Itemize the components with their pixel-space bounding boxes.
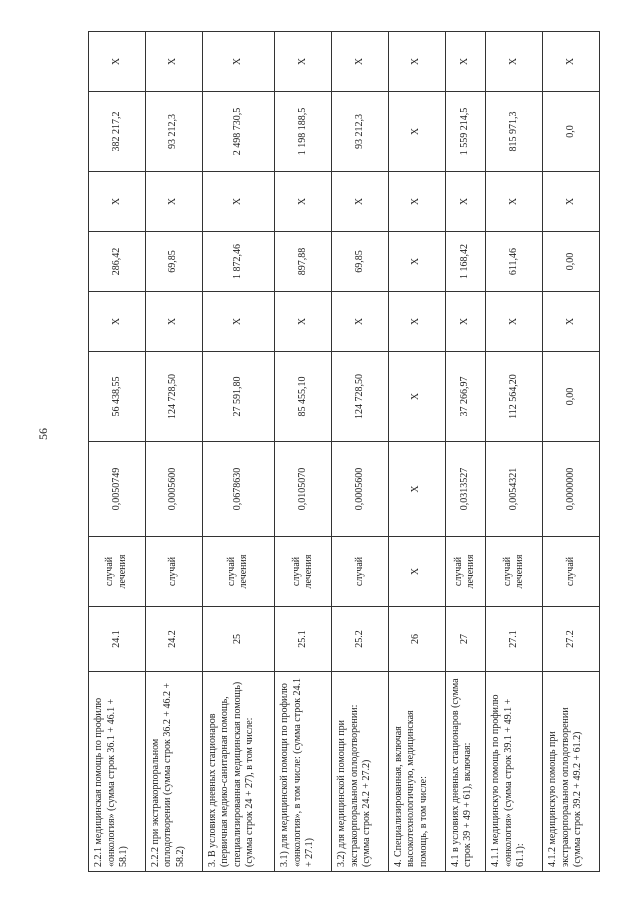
cell-c9: 815 971,3 xyxy=(486,92,543,172)
cell-c6: X xyxy=(543,292,600,352)
cell-code: 26 xyxy=(388,607,445,672)
cell-c9: 93 212,3 xyxy=(332,92,389,172)
cell-c4: X xyxy=(388,442,445,537)
cell-unit: случай xyxy=(145,537,202,607)
cell-c9: 2 498 730,5 xyxy=(202,92,275,172)
cell-label: 4.1 в условиях дневных стационаров (сумма строк 39 + 49 + 61), включая: xyxy=(445,672,486,872)
cell-code: 25 xyxy=(202,607,275,672)
cell-c7: 1 872,46 xyxy=(202,232,275,292)
table-row xyxy=(445,32,486,872)
cell-c4: 0,0105070 xyxy=(275,442,332,537)
cell-c5: 112 564,20 xyxy=(486,352,543,442)
table-row xyxy=(89,32,146,872)
cell-unit: случай xyxy=(332,537,389,607)
table-row xyxy=(275,32,332,872)
cell-c6: X xyxy=(145,292,202,352)
cell-code: 25.1 xyxy=(275,607,332,672)
cell-unit: случай лечения xyxy=(202,537,275,607)
cell-c7: 286,42 xyxy=(89,232,146,292)
cell-unit: X xyxy=(388,537,445,607)
cell-c8: X xyxy=(543,172,600,232)
cell-c7: 1 168,42 xyxy=(445,232,486,292)
page-number: 56 xyxy=(36,428,50,440)
cell-c10: X xyxy=(486,32,543,92)
cell-code: 27 xyxy=(445,607,486,672)
cell-label: 4.1.2 медицинскую помощь при экстракорпоральном оплодотворении (сумма строк 39.2 + 49.2 + 61.2) xyxy=(543,672,600,872)
cell-c10: X xyxy=(202,32,275,92)
cell-label: 4. Специализированная, включая высокотехнологичную, медицинская помощь, в том числе: xyxy=(388,672,445,872)
table-row xyxy=(388,32,445,872)
cell-label: 3.1) для медицинской помощи по профилю «онкология», в том числе: (сумма строк 24.1 + 27.1) xyxy=(275,672,332,872)
cell-c5: 124 728,50 xyxy=(332,352,389,442)
cell-c5: 0,00 xyxy=(543,352,600,442)
cell-c6: X xyxy=(486,292,543,352)
cell-c9: 1 559 214,5 xyxy=(445,92,486,172)
cell-c4: 0,0005600 xyxy=(332,442,389,537)
cell-c6: X xyxy=(445,292,486,352)
cell-c5: 85 455,10 xyxy=(275,352,332,442)
cell-label: 2.2.2 при экстракорпоральном оплодотворении (сумма строк 36.2 + 46.2 + 58.2) xyxy=(145,672,202,872)
cell-label: 4.1.1 медицинскую помощь по профилю «онкология» (сумма строк 39.1 + 49.1 + 61.1): xyxy=(486,672,543,872)
cell-c8: X xyxy=(89,172,146,232)
cell-c8: X xyxy=(275,172,332,232)
cell-c10: X xyxy=(275,32,332,92)
cell-code: 24.1 xyxy=(89,607,146,672)
cell-c8: X xyxy=(388,172,445,232)
cell-c6: X xyxy=(275,292,332,352)
cell-code: 27.2 xyxy=(543,607,600,672)
cell-label: 3. В условиях дневных стационаров (первичная медико-санитарная помощь, специализированная медицинская помощь) (сумма строк 24 + 27), в том числе: xyxy=(202,672,275,872)
table-row xyxy=(145,32,202,872)
cell-unit: случай лечения xyxy=(445,537,486,607)
cell-c10: X xyxy=(445,32,486,92)
cell-c8: X xyxy=(202,172,275,232)
cell-c8: X xyxy=(445,172,486,232)
cell-unit: случай xyxy=(543,537,600,607)
cell-c4: 0,0054321 xyxy=(486,442,543,537)
table-row xyxy=(486,32,543,872)
cell-c7: X xyxy=(388,232,445,292)
cell-unit: случай лечения xyxy=(275,537,332,607)
cell-c10: X xyxy=(543,32,600,92)
cell-c8: X xyxy=(332,172,389,232)
cell-unit: случай лечения xyxy=(486,537,543,607)
cell-c6: X xyxy=(332,292,389,352)
cell-unit: случай лечения xyxy=(89,537,146,607)
cell-c9: X xyxy=(388,92,445,172)
cell-c7: 69,85 xyxy=(332,232,389,292)
cell-c4: 0,0678630 xyxy=(202,442,275,537)
cell-label: 2.2.1 медицинская помощь по профилю «онкология» (сумма строк 36.1 + 46.1 + 58.1) xyxy=(89,672,146,872)
cell-label: 3.2) для медицинской помощи при экстракорпоральном оплодотворении: (сумма строк 24.2 + 27.2) xyxy=(332,672,389,872)
cell-c10: X xyxy=(388,32,445,92)
cell-c4: 0,0000000 xyxy=(543,442,600,537)
table-row xyxy=(543,32,600,872)
cell-c5: 27 591,80 xyxy=(202,352,275,442)
cell-c4: 0,0005600 xyxy=(145,442,202,537)
table-row xyxy=(202,32,275,872)
cell-c4: 0,0313527 xyxy=(445,442,486,537)
cell-c7: 69,85 xyxy=(145,232,202,292)
cell-c5: X xyxy=(388,352,445,442)
cell-c5: 124 728,50 xyxy=(145,352,202,442)
cell-c9: 382 217,2 xyxy=(89,92,146,172)
cell-code: 27.1 xyxy=(486,607,543,672)
table-row xyxy=(332,32,389,872)
cell-c5: 56 438,55 xyxy=(89,352,146,442)
cell-c9: 93 212,3 xyxy=(145,92,202,172)
data-table xyxy=(88,31,600,872)
cell-c10: X xyxy=(89,32,146,92)
cell-c6: X xyxy=(89,292,146,352)
cell-c8: X xyxy=(486,172,543,232)
cell-c8: X xyxy=(145,172,202,232)
rotated-table-container xyxy=(88,32,600,872)
cell-c7: 897,88 xyxy=(275,232,332,292)
cell-c9: 1 198 188,5 xyxy=(275,92,332,172)
cell-c4: 0,0050749 xyxy=(89,442,146,537)
cell-c5: 37 266,97 xyxy=(445,352,486,442)
cell-c6: X xyxy=(388,292,445,352)
cell-c7: 0,00 xyxy=(543,232,600,292)
cell-c6: X xyxy=(202,292,275,352)
cell-code: 24.2 xyxy=(145,607,202,672)
cell-c10: X xyxy=(332,32,389,92)
cell-code: 25.2 xyxy=(332,607,389,672)
cell-c7: 611,46 xyxy=(486,232,543,292)
cell-c10: X xyxy=(145,32,202,92)
cell-c9: 0,0 xyxy=(543,92,600,172)
